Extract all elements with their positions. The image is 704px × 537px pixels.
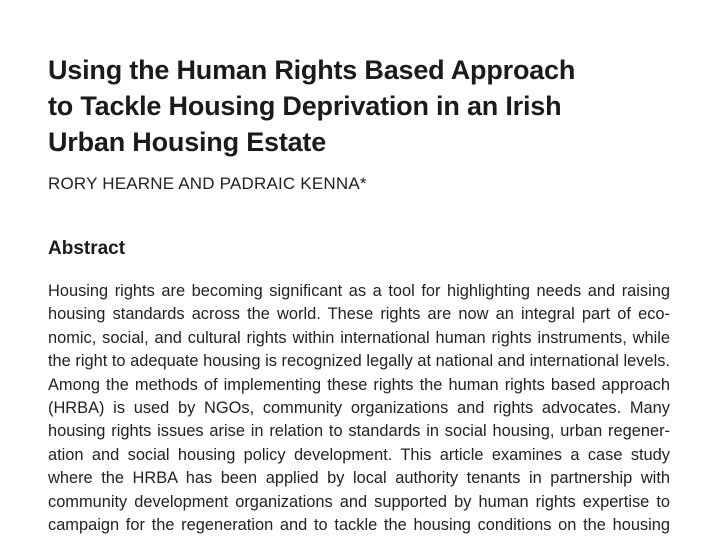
abstract-line: ation and social housing policy development. This article examines a case study <box>48 445 670 464</box>
abstract-line: Among the methods of implementing these rights the human rights based approach <box>48 375 670 394</box>
abstract-heading: Abstract <box>48 238 126 259</box>
paper-title <box>48 52 668 160</box>
abstract-body <box>48 280 670 535</box>
abstract-line: (HRBA) is used by NGOs, community organizations and rights advocates. Many <box>48 399 670 418</box>
abstract-line: Housing rights are becoming significant as a tool for highlighting needs and raising <box>48 282 670 300</box>
title-line: to Tackle Housing Deprivation in an Irish <box>48 91 562 121</box>
abstract-line: campaign for the regeneration and to tackle the housing conditions on the housing <box>48 516 670 535</box>
title-line: Urban Housing Estate <box>48 127 327 157</box>
abstract-line: nomic, social, and cultural rights within international human rights instruments, while <box>48 328 670 347</box>
title-line: Using the Human Rights Based Approach <box>48 55 576 85</box>
paper-authors: RORY HEARNE AND PADRAIC KENNA* <box>48 174 367 193</box>
abstract-line: housing standards across the world. These rights are now an integral part of eco- <box>48 305 670 324</box>
abstract-line: where the HRBA has been applied by local authority tenants in partnership with <box>48 469 670 488</box>
abstract-line: community development organizations and supported by human rights expertise to <box>48 492 670 511</box>
abstract-line: housing rights issues arise in relation to standards in social housing, urban regener- <box>48 422 670 441</box>
abstract-line: the right to adequate housing is recognized legally at national and international levels. <box>48 352 670 371</box>
